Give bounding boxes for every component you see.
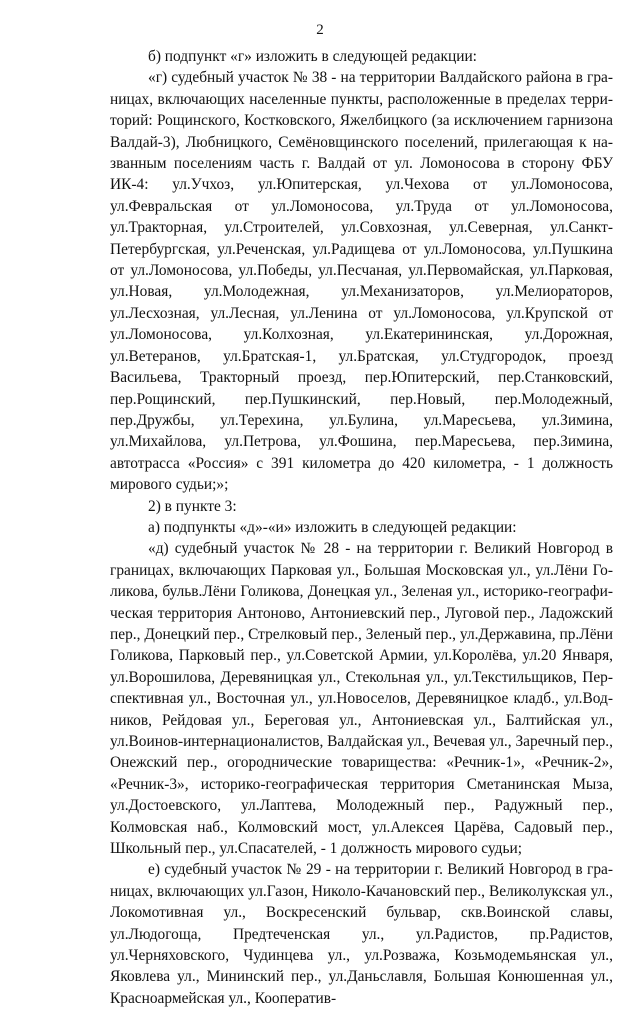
page-number: 2 bbox=[316, 22, 324, 38]
paragraph-court-district-38: «г) судебный участок № 38 - на территории Валдайского района в границах, включающих населенные пункты, расположенные в пределах территорий: Рощинского, Костковского, Яжелбицкого (за исключением гарнизона Валдай-3), Любницкого, Семёновщинского поселений, прилегающая к названным поселениям часть г. Валдай от ул. Ломоносова в сторону ФБУ ИК-4: ул.Учхоз, ул.Юпитерская, ул.Чехова от ул.Ломоносова, ул.Февральская от ул.Ломоносова, ул.Труда от ул.Ломоносова, ул.Тракторная, ул.Строителей, ул.Совхозная, ул.Северная, ул.Санкт-Петербургская, ул.Реченская, ул.Радищева от ул.Ломоносова, ул.Пушкина от ул.Ломоносова, ул.Победы, ул.Песчаная, ул.Первомайская, ул.Парковая, ул.Новая, ул.Молодежная, ул.Механизаторов, ул.Мелиораторов, ул.Лесхозная, ул.Лесная, ул.Ленина от ул.Ломоносова, ул.Крупской от ул.Ломоносова, ул.Колхозная, ул.Екатерининская, ул.Дорожная, ул.Ветеранов, ул.Братская-1, ул.Братская, ул.Студгородок, проезд Васильева, Тракторный проезд, пер.Юпитерский, пер.Станковский, пер.Рощинский, пер.Пушкинский, пер.Новый, пер.Молодежный, пер.Дружбы, ул.Терехина, ул.Булина, ул.Маресьева, ул.Зимина, ул.Михайлова, ул.Петрова, ул.Фошина, пер.Маресьева, пер.Зимина, автотрасса «Россия» с 391 километра до 420 километра, - 1 должность мирового судьи;»; bbox=[110, 69, 613, 494]
paragraph-court-district-29: е) судебный участок № 29 - на территории г. Великий Новгород в границах, включающих ул.Газон, Николо-Качановский пер., Великолукская ул., Локомотивная ул., Воскресенский бульвар, скв.Воинской славы, ул.Людогоща, Предтеченская ул., ул.Радистов, пр.Радистов, ул.Черняховского, Чудинцева ул., ул.Розважа, Козьмодемьянская ул., Яковлева ул., Мининский пер., ул.Даньславля, Большая Конюшенная ул., Красноармейская ул., Кооператив- bbox=[110, 861, 613, 1007]
paragraph-court-district-28: «д) судебный участок № 28 - на территории г. Великий Новгород в границах, включающих Парковая ул., Большая Московская ул., ул.Лёни Голикова, бульв.Лёни Голикова, Донецкая ул., Зеленая ул., историко-географическая территория Антоново, Антониевский пер., Луговой пер., Ладожский пер., Донецкий пер., Стрелковый пер., Зеленый пер., ул.Державина, пр.Лёни Голикова, Парковый пер., ул.Советской Армии, ул.Королёва, ул.20 Января, ул.Ворошилова, Деревяницкая ул., Стекольная ул., ул.Текстильщиков, Перспективная ул., Восточная ул., ул.Новоселов, Деревяницкое кладб., ул.Водников, Рейдовая ул., Береговая ул., Антониевская ул., Балтийская ул., ул.Воинов-интернационалистов, Валдайская ул., Вечевая ул., Заречный пер., Онежский пер., огороднические товарищества: «Речник-1», «Речник-2», «Речник-3», историко-географическая территория Сметанинская Мыза, ул.Достоевского, ул.Лаптева, Молодежный пер., Радужный пер., Колмовская наб., Колмовский мост, ул.Алексея Царёва, Садовый пер., Школьный пер., ул.Спасателей, - 1 должность мирового судьи; bbox=[110, 540, 613, 858]
paragraph-subpoint-b: б) подпункт «г» изложить в следующей редакции: bbox=[148, 48, 477, 65]
document-body bbox=[110, 46, 613, 1009]
paragraph-subpoints-d-i: а) подпункты «д»-«и» изложить в следующей редакции: bbox=[148, 518, 517, 536]
paragraph-point-3: 2) в пункте 3: bbox=[148, 497, 237, 515]
